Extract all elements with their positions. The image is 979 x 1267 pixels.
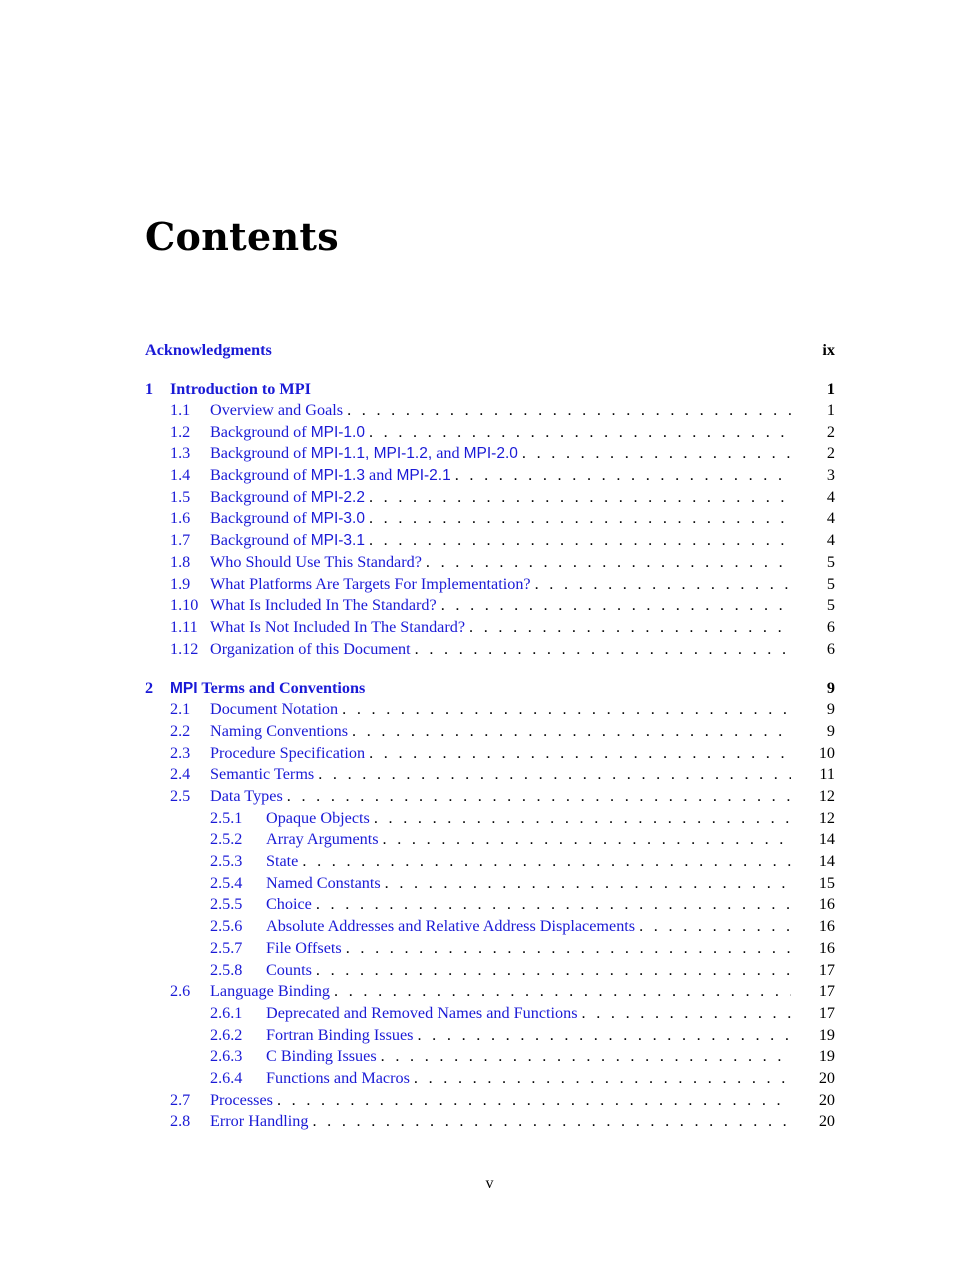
toc-number: 1.10: [170, 596, 199, 615]
toc-number: 1.7: [170, 531, 191, 550]
toc-page-number: 5: [826, 596, 835, 615]
page-footer-number: v: [485, 1175, 494, 1192]
dot-leader: [314, 764, 791, 786]
title-serif: Background of: [210, 531, 311, 550]
toc-number: 2.6: [170, 982, 191, 1001]
toc-entry-title[interactable]: What Is Not Included In The Standard?: [210, 617, 466, 636]
toc-section-2-8[interactable]: [145, 1111, 835, 1133]
toc-subsection-2-5-7[interactable]: [145, 938, 835, 960]
toc-entry-title[interactable]: Error Handling: [210, 1112, 309, 1131]
toc-number: 2.5.2: [210, 830, 243, 849]
toc-subsection-2-5-1[interactable]: [145, 808, 835, 830]
toc-number: 1.6: [170, 509, 191, 528]
toc-subsection-2-6-4[interactable]: [145, 1068, 835, 1090]
toc-number: 1.3: [170, 444, 191, 463]
toc-subsection-2-5-3[interactable]: [145, 851, 835, 873]
toc-section-2-6[interactable]: [145, 981, 835, 1003]
dot-leader: [348, 721, 791, 743]
dot-leader: [451, 465, 791, 487]
toc-entry-title[interactable]: Document Notation: [210, 700, 339, 719]
toc-entry-title[interactable]: Who Should Use This Standard?: [210, 552, 422, 571]
toc-entry-title[interactable]: Naming Conventions: [210, 721, 349, 740]
title-sans: MPI-1.0: [310, 423, 365, 441]
title-serif: Background of: [210, 487, 311, 506]
toc-entry-title[interactable]: [210, 487, 365, 509]
dot-leader: [518, 443, 791, 465]
toc-number: 1.8: [170, 552, 191, 571]
toc-number: 2.4: [170, 765, 191, 784]
toc-section-1-3[interactable]: [145, 443, 835, 465]
dot-leader: [273, 1090, 791, 1112]
title-serif: Introduction to MPI: [170, 380, 311, 398]
toc-number: 2.6.2: [210, 1025, 243, 1044]
toc-number: 2.6.3: [210, 1047, 243, 1066]
title-sans: MPI: [170, 680, 198, 698]
toc-entry-title[interactable]: [170, 677, 365, 700]
toc-page-number: 4: [826, 509, 835, 528]
dot-leader: [308, 1111, 791, 1133]
toc-page-number: 14: [818, 830, 835, 849]
toc-page-number: 9: [826, 721, 835, 740]
toc-number: 1.1: [170, 401, 191, 419]
dot-leader: [342, 938, 791, 960]
toc-entry-title[interactable]: [210, 465, 451, 487]
dot-leader: [365, 508, 791, 530]
toc-entry-title[interactable]: Overview and Goals: [210, 401, 344, 419]
toc-number: 2: [145, 679, 154, 698]
toc-section-2-7[interactable]: [145, 1090, 835, 1112]
toc-number: 1.2: [170, 422, 191, 441]
toc-entry-title[interactable]: Language Binding: [210, 982, 331, 1001]
toc-number: 1: [145, 380, 154, 398]
dot-leader: [365, 743, 791, 765]
toc-entry-title[interactable]: What Platforms Are Targets For Implementation?: [210, 574, 531, 593]
dot-leader: [283, 786, 791, 808]
title-sans: MPI-2.0: [463, 445, 518, 463]
toc-page-number: 17: [818, 982, 835, 1001]
toc-page-number: 9: [826, 679, 835, 698]
toc-section-1-11[interactable]: [145, 617, 835, 639]
toc-page-number: 2: [826, 422, 835, 441]
toc-entry-title[interactable]: Choice: [266, 895, 312, 914]
toc-entry-title[interactable]: [210, 422, 365, 444]
toc-subsection-2-6-2[interactable]: [145, 1025, 835, 1047]
title-serif: Background of: [210, 422, 311, 441]
toc-entry-title[interactable]: Counts: [266, 960, 312, 979]
dot-leader: [578, 1003, 791, 1025]
toc-page-number: 4: [826, 531, 835, 550]
toc-page-number: 14: [818, 852, 835, 871]
dot-leader: [410, 1068, 791, 1090]
toc-entry-title[interactable]: Array Arguments: [266, 830, 379, 849]
toc-page-number: 11: [819, 765, 835, 784]
toc-entry-title[interactable]: Acknowledgments: [145, 341, 272, 359]
toc-number: 2.5.4: [210, 873, 243, 892]
dot-leader: [365, 422, 791, 444]
toc-subsection-2-5-8[interactable]: [145, 960, 835, 982]
toc-page-number: 1: [826, 401, 835, 419]
dot-leader: [379, 829, 791, 851]
title-serif: Background of: [210, 509, 311, 528]
toc-number: 2.5.6: [210, 917, 243, 936]
dot-leader: [312, 960, 791, 982]
toc-subsection-2-5-4[interactable]: [145, 873, 835, 895]
toc-number: 2.5: [170, 787, 191, 805]
title-sans: MPI-3.1: [310, 532, 365, 550]
toc-section-2-5[interactable]: [145, 786, 835, 808]
toc-entry-title[interactable]: [210, 530, 365, 552]
toc-number: 2.7: [170, 1090, 191, 1109]
toc-entry-title[interactable]: Functions and Macros: [266, 1068, 410, 1087]
title-sans: MPI-2.2: [310, 488, 365, 506]
toc-page-number: 17: [818, 960, 835, 979]
toc-page-number: 4: [826, 487, 835, 506]
toc-chapter-1[interactable]: [145, 378, 835, 400]
dot-leader: [437, 595, 791, 617]
toc-page-number: 1: [826, 380, 835, 398]
toc-page-number: 16: [818, 895, 835, 914]
toc-section-1-5[interactable]: [145, 487, 835, 509]
toc-section-1-7[interactable]: [145, 530, 835, 552]
toc-page-number: 10: [818, 743, 835, 762]
toc-number: 2.8: [170, 1112, 191, 1131]
title-serif: Terms and Conventions: [197, 679, 366, 698]
toc-entry-title[interactable]: State: [266, 852, 299, 871]
toc-number: 2.5.5: [210, 895, 243, 914]
toc-number: 1.5: [170, 487, 191, 506]
dot-leader: [365, 530, 791, 552]
toc-chapter-2[interactable]: [145, 677, 835, 699]
toc-subsection-2-5-5[interactable]: [145, 894, 835, 916]
toc-section-2-1[interactable]: [145, 699, 835, 721]
toc-number: 1.9: [170, 574, 191, 593]
toc-number: 2.6.4: [210, 1068, 243, 1087]
dot-leader: [635, 916, 791, 938]
toc-entry-title[interactable]: Opaque Objects: [266, 808, 370, 827]
toc-page-number: 9: [826, 700, 835, 719]
toc-section-1-1[interactable]: [145, 400, 835, 422]
dot-leader: [343, 400, 791, 422]
toc-page-number: 17: [818, 1003, 835, 1022]
dot-leader: [381, 873, 791, 895]
dot-leader: [312, 894, 791, 916]
dot-leader: [413, 1025, 791, 1047]
toc-section-1-2[interactable]: [145, 422, 835, 444]
toc-page-number: ix: [822, 341, 835, 359]
toc-page-number: 5: [826, 552, 835, 571]
dot-leader: [531, 574, 791, 596]
toc-section-1-4[interactable]: [145, 465, 835, 487]
title-serif: and: [432, 444, 464, 463]
toc-subsection-2-6-3[interactable]: [145, 1046, 835, 1068]
toc-entry-title[interactable]: Fortran Binding Issues: [266, 1025, 414, 1044]
toc-number: 1.4: [170, 466, 191, 485]
toc-entry-title[interactable]: Data Types: [210, 787, 283, 805]
toc-entry-title[interactable]: Processes: [210, 1090, 273, 1109]
toc-number: 2.5.3: [210, 852, 243, 871]
dot-leader: [365, 487, 791, 509]
toc-page-number: 12: [818, 808, 835, 827]
toc-entry-acknowledgments[interactable]: [145, 339, 835, 361]
toc-page-number: 6: [826, 617, 835, 636]
toc-number: 1.12: [170, 639, 199, 658]
toc-section-1-10[interactable]: [145, 595, 835, 617]
toc-entry-title[interactable]: Organization of this Document: [210, 639, 411, 658]
toc-number: 2.2: [170, 721, 191, 740]
toc-page-number: 20: [818, 1112, 835, 1131]
title-sans: MPI-2.1: [396, 467, 451, 485]
toc-subsection-2-6-1[interactable]: [145, 1003, 835, 1025]
toc-section-1-12[interactable]: [145, 639, 835, 661]
dot-leader: [377, 1046, 791, 1068]
toc-page-number: 19: [818, 1047, 835, 1066]
toc-entry-title[interactable]: [210, 443, 518, 465]
title-serif: Background of: [210, 444, 311, 463]
dot-leader: [298, 851, 791, 873]
page-title: Contents: [145, 214, 339, 259]
toc-page-number: 19: [818, 1025, 835, 1044]
toc-page-number: 2: [826, 444, 835, 463]
dot-leader: [370, 808, 791, 830]
toc-page-number: 6: [826, 639, 835, 658]
title-sans: MPI-1.1, MPI-1.2,: [310, 445, 433, 463]
toc-number: 2.1: [170, 700, 191, 719]
toc-section-2-4[interactable]: [145, 764, 835, 786]
toc-section-1-6[interactable]: [145, 508, 835, 530]
title-serif: and: [364, 466, 397, 485]
dot-leader: [330, 981, 791, 1003]
title-sans: MPI-3.0: [310, 510, 365, 528]
toc-entry-title[interactable]: [210, 508, 365, 530]
dot-leader: [338, 699, 791, 721]
toc-entry-title[interactable]: Absolute Addresses and Relative Address Displacements: [266, 917, 636, 936]
toc-page-number: 16: [818, 917, 835, 936]
toc-number: 2.5.8: [210, 960, 243, 979]
toc-entry-title[interactable]: Procedure Specification: [210, 743, 366, 762]
dot-leader: [411, 639, 791, 661]
toc-section-1-8[interactable]: [145, 552, 835, 574]
toc-section-2-2[interactable]: [145, 721, 835, 743]
toc-subsection-2-5-2[interactable]: [145, 829, 835, 851]
toc-entry-title[interactable]: Semantic Terms: [210, 765, 315, 784]
toc-entry-title[interactable]: [170, 378, 311, 400]
dot-leader: [422, 552, 791, 574]
toc-page-number: 20: [818, 1090, 835, 1109]
toc-entry-title[interactable]: C Binding Issues: [266, 1047, 377, 1066]
toc-subsection-2-5-6[interactable]: [145, 916, 835, 938]
dot-leader: [465, 617, 791, 639]
toc-entry-title[interactable]: Deprecated and Removed Names and Functions: [266, 1003, 578, 1022]
toc-page-number: 16: [818, 938, 835, 957]
toc-entry-title[interactable]: File Offsets: [266, 938, 342, 957]
toc-number: 2.3: [170, 743, 191, 762]
toc-page-number: 20: [818, 1068, 835, 1087]
toc-entry-title[interactable]: Named Constants: [266, 873, 381, 892]
toc-page-number: 3: [826, 466, 835, 485]
toc-number: 2.5.7: [210, 938, 243, 957]
toc-number: 2.5.1: [210, 808, 243, 827]
toc-section-1-9[interactable]: [145, 574, 835, 596]
toc-section-2-3[interactable]: [145, 743, 835, 765]
toc-page-number: 5: [826, 574, 835, 593]
toc-entry-title[interactable]: What Is Included In The Standard?: [210, 596, 437, 615]
title-sans: MPI-1.3: [310, 467, 365, 485]
toc-page-number: 15: [818, 873, 835, 892]
toc-number: 2.6.1: [210, 1003, 243, 1022]
toc-page-number: 12: [818, 787, 835, 805]
table-of-contents: [145, 339, 835, 1133]
title-serif: Background of: [210, 466, 311, 485]
toc-number: 1.11: [170, 617, 198, 636]
